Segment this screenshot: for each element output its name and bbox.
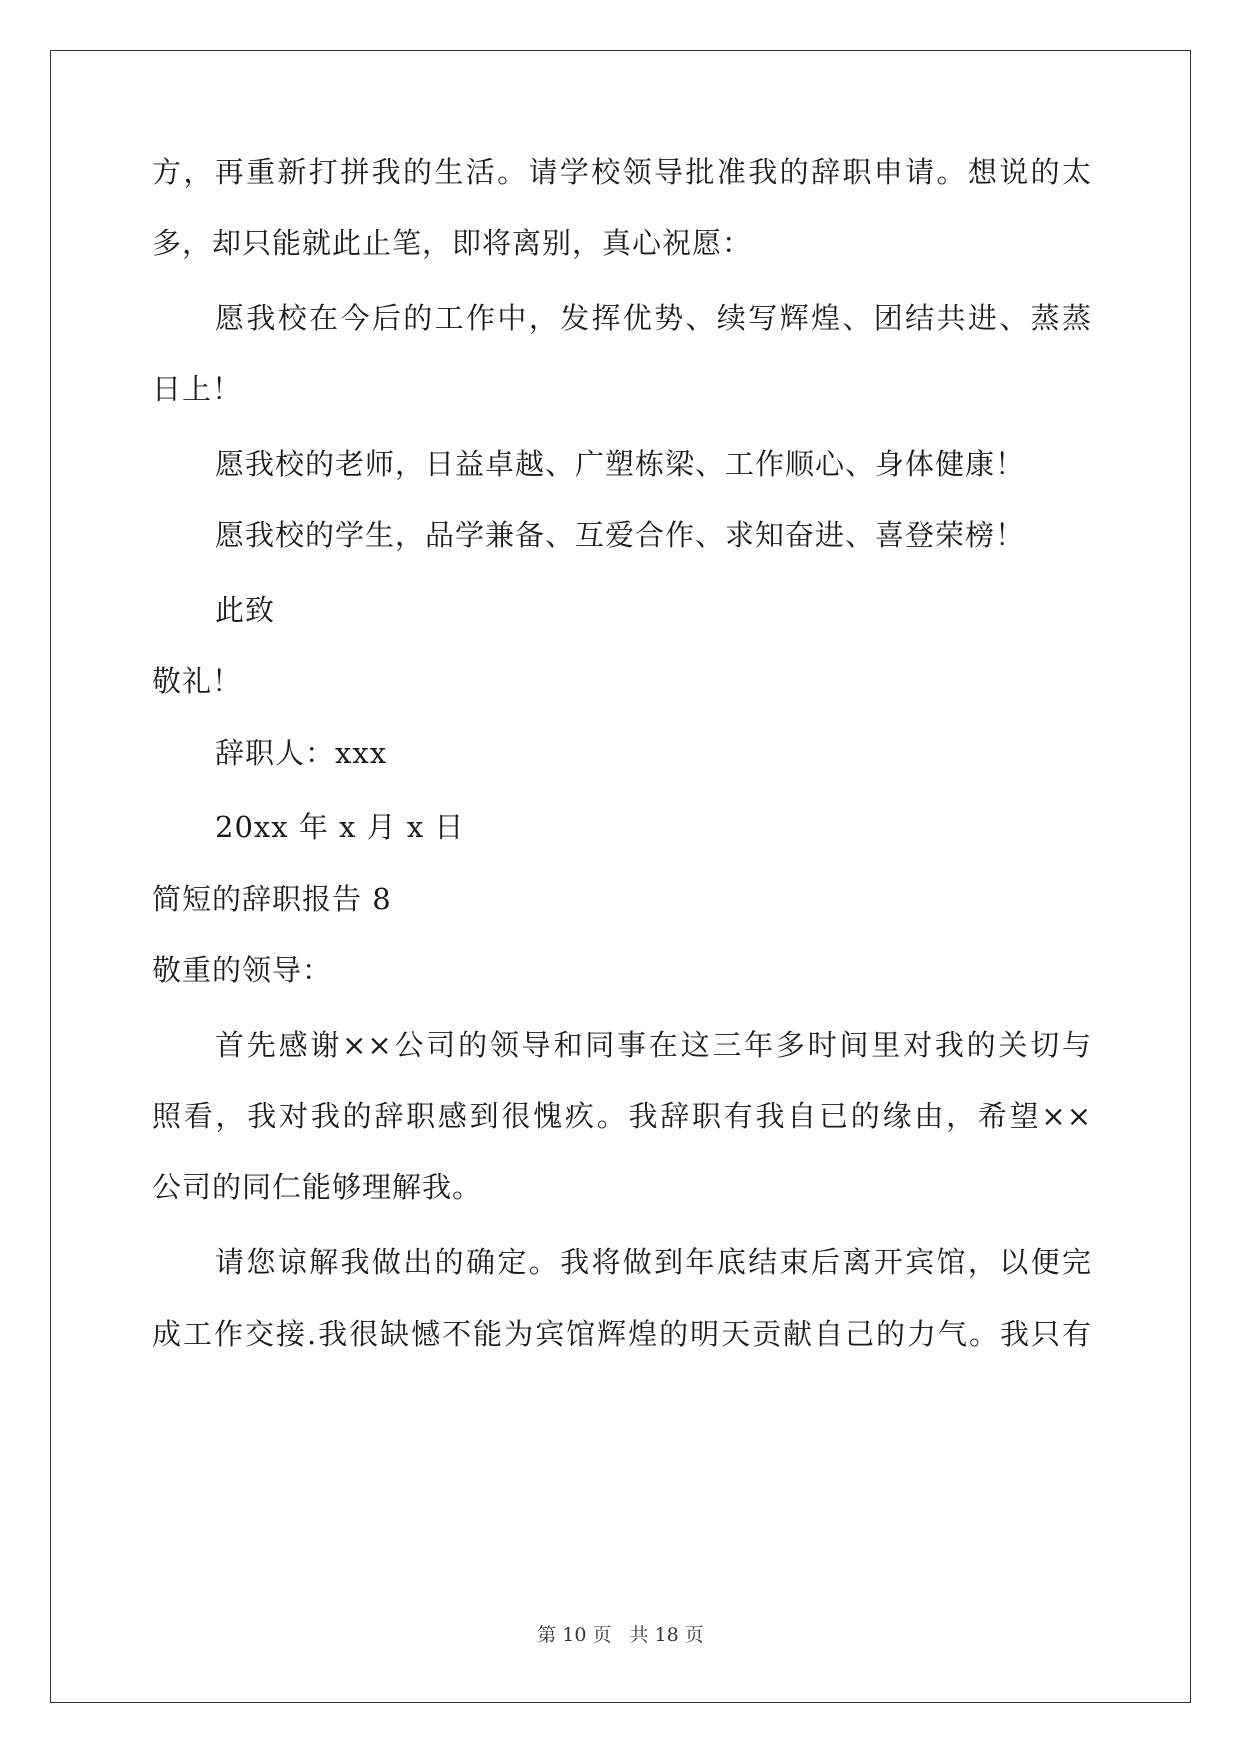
text-line: 方，再重新打拼我的生活。请学校领导批准我的辞职申请。想说的太 xyxy=(152,155,1092,189)
text-line: 成工作交接.我很缺憾不能为宾馆辉煌的明天贡献自己的力气。我只有 xyxy=(152,1317,1092,1351)
text-line: 首先感谢××公司的领导和同事在这三年多时间里对我的关切与 xyxy=(215,1028,1092,1062)
page-footer xyxy=(0,1623,1241,1647)
text-line: 日上！ xyxy=(152,372,243,406)
text-line: 请您谅解我做出的确定。我将做到年底结束后离开宾馆，以便完 xyxy=(215,1245,1092,1279)
closing-line: 敬礼！ xyxy=(152,664,243,698)
salutation-line: 此致 xyxy=(215,593,276,627)
page-total: 共 18 页 xyxy=(629,1624,704,1646)
date-line: 20xx 年 x 月 x 日 xyxy=(215,810,465,844)
text-line: 照看，我对我的辞职感到很愧疚。我辞职有我自已的缘由，希望×× xyxy=(152,1099,1092,1133)
signature-line: 辞职人：xxx xyxy=(215,736,388,770)
page-number: 第 10 页 xyxy=(537,1624,612,1646)
text-line: 多，却只能就此止笔，即将离别，真心祝愿： xyxy=(152,226,753,260)
text-line: 公司的同仁能够理解我。 xyxy=(152,1170,483,1204)
greeting-line: 敬重的领导： xyxy=(152,953,333,987)
text-line: 愿我校的学生，品学兼备、互爱合作、求知奋进、喜登荣榜！ xyxy=(215,518,1026,552)
text-line: 愿我校的老师，日益卓越、广塑栋梁、工作顺心、身体健康！ xyxy=(215,447,1026,481)
text-line: 愿我校在今后的工作中，发挥优势、续写辉煌、团结共进、蒸蒸 xyxy=(215,301,1092,335)
section-title: 简短的辞职报告 8 xyxy=(152,882,392,916)
